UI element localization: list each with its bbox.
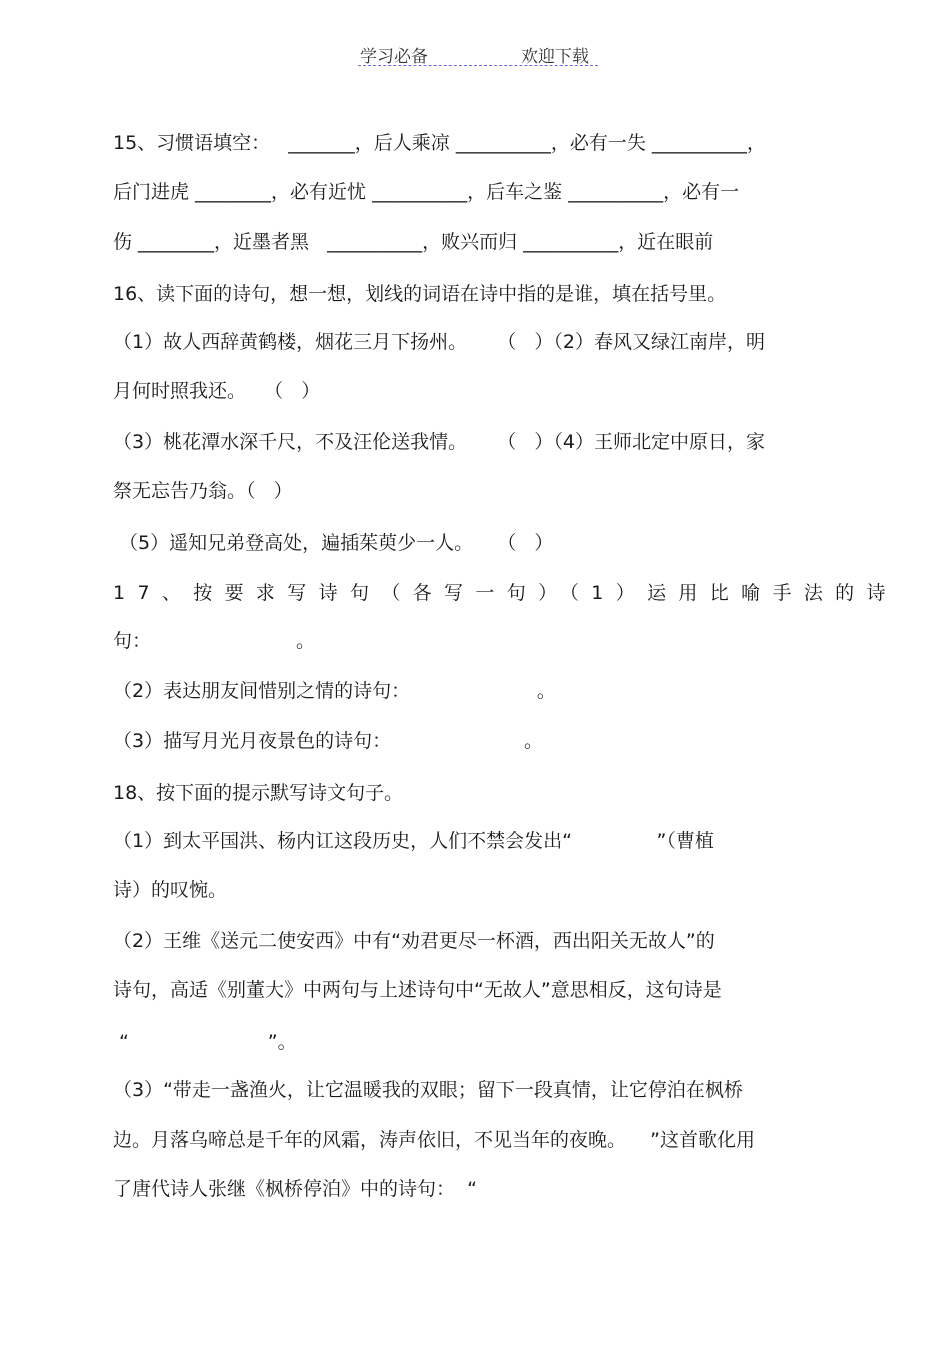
q17-heading: 17、按要求写诗句（各写一句）（1）运用比喻手法的诗 xyxy=(113,582,898,604)
q18-line-1: （1）到太平国洪、杨内讧这段历史，人们不禁会发出“ ”（曹植 xyxy=(113,830,714,852)
q18-line-4: 诗句，高适《别董大》中两句与上述诗句中“无故人”意思相反，这句诗是 xyxy=(113,979,722,1001)
q16-line-1: （1）故人西辞黄鹤楼，烟花三月下扬州。 （ ）（2）春风又绿江南岸，明 xyxy=(113,331,765,353)
q18-line-3: （2）王维《送元二使安西》中有“劝君更尽一杯酒，西出阳关无故人”的 xyxy=(113,930,715,952)
q18-line-2: 诗）的叹惋。 xyxy=(113,879,228,901)
q15-line-1: 15、习惯语填空： _______，后人乘凉 __________，必有一失 __________， xyxy=(113,132,766,154)
q16-line-4: 祭无忘告乃翁。（ ） xyxy=(113,480,293,502)
q18-heading: 18、按下面的提示默写诗文句子。 xyxy=(113,782,404,804)
q18-line-6: （3）“带走一盏渔火，让它温暖我的双眼；留下一段真情，让它停泊在枫桥 xyxy=(113,1079,743,1101)
header-right-text: 欢迎下载 xyxy=(521,47,589,67)
q16-heading: 16、读下面的诗句，想一想，划线的词语在诗中指的是谁，填在括号里。 xyxy=(113,283,727,305)
q17-line-3: （3）描写月光月夜景色的诗句： 。 xyxy=(113,730,543,752)
q17-line-1: 句： 。 xyxy=(113,630,315,652)
q16-line-5: （5）遥知兄弟登高处，遍插茱萸少一人。 （ ） xyxy=(113,532,554,554)
header-left-text: 学习必备 xyxy=(360,47,428,67)
q16-line-2: 月何时照我还。 （ ） xyxy=(113,380,321,402)
q18-line-7: 边。月落乌啼总是千年的风霜，涛声依旧，不见当年的夜晚。 ”这首歌化用 xyxy=(113,1129,756,1151)
q16-line-3: （3）桃花潭水深千尺，不及汪伦送我情。 （ ）（4）王师北定中原日，家 xyxy=(113,431,765,453)
q15-line-3: 伤 ________，近墨者黑 __________，败兴而归 __________，近在眼前 xyxy=(113,231,714,253)
page-header xyxy=(0,40,950,68)
q15-line-2: 后门进虎 ________，必有近忧 __________，后车之鉴 __________，必有一 xyxy=(113,181,740,203)
q18-line-5: “ ”。 xyxy=(113,1031,297,1053)
header-dashed-rule xyxy=(358,65,598,66)
q18-line-8: 了唐代诗人张继《枫桥停泊》中的诗句： “ xyxy=(113,1178,477,1200)
q17-line-2: （2）表达朋友间惜别之情的诗句： 。 xyxy=(113,680,556,702)
